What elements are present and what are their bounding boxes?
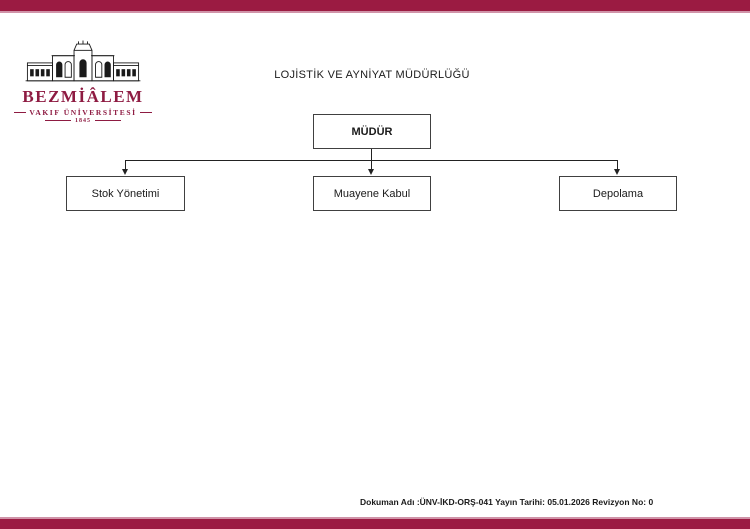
connector-stem bbox=[371, 149, 372, 160]
rule-line bbox=[45, 120, 71, 121]
org-node-label: Muayene Kabul bbox=[333, 187, 411, 200]
org-node-label: Depolama bbox=[592, 187, 644, 200]
footer-rule-bar bbox=[0, 517, 750, 529]
rule-line bbox=[14, 112, 26, 113]
rule-line bbox=[140, 112, 152, 113]
page-title: LOJİSTİK VE AYNİYAT MÜDÜRLÜĞÜ bbox=[274, 69, 470, 81]
logo-subtitle-row bbox=[14, 108, 152, 117]
org-node-label: MÜDÜR bbox=[351, 125, 393, 138]
org-node-label: Stok Yönetimi bbox=[91, 187, 160, 200]
org-node-stok-yonetimi bbox=[66, 176, 185, 211]
arrow-down-icon bbox=[614, 169, 620, 175]
rule-line bbox=[95, 120, 121, 121]
logo-year: 1845 bbox=[75, 117, 91, 124]
arrow-down-icon bbox=[122, 169, 128, 175]
header-rule-bar bbox=[0, 0, 750, 13]
org-node-mudur bbox=[313, 114, 431, 149]
logo-year-row bbox=[14, 118, 152, 124]
org-node-muayene-kabul bbox=[313, 176, 431, 211]
arrow-down-icon bbox=[368, 169, 374, 175]
logo-wordmark: BEZMİÂLEM bbox=[22, 87, 144, 106]
logo-subtitle: VAKIF ÜNİVERSİTESİ bbox=[29, 107, 137, 117]
org-node-depolama bbox=[559, 176, 677, 211]
document-footer-info: Dokuman Adı :ÜNV-İKD-ORŞ-041 Yayın Tarihi: 05.01.2026 Revizyon No: 0 bbox=[360, 497, 654, 507]
